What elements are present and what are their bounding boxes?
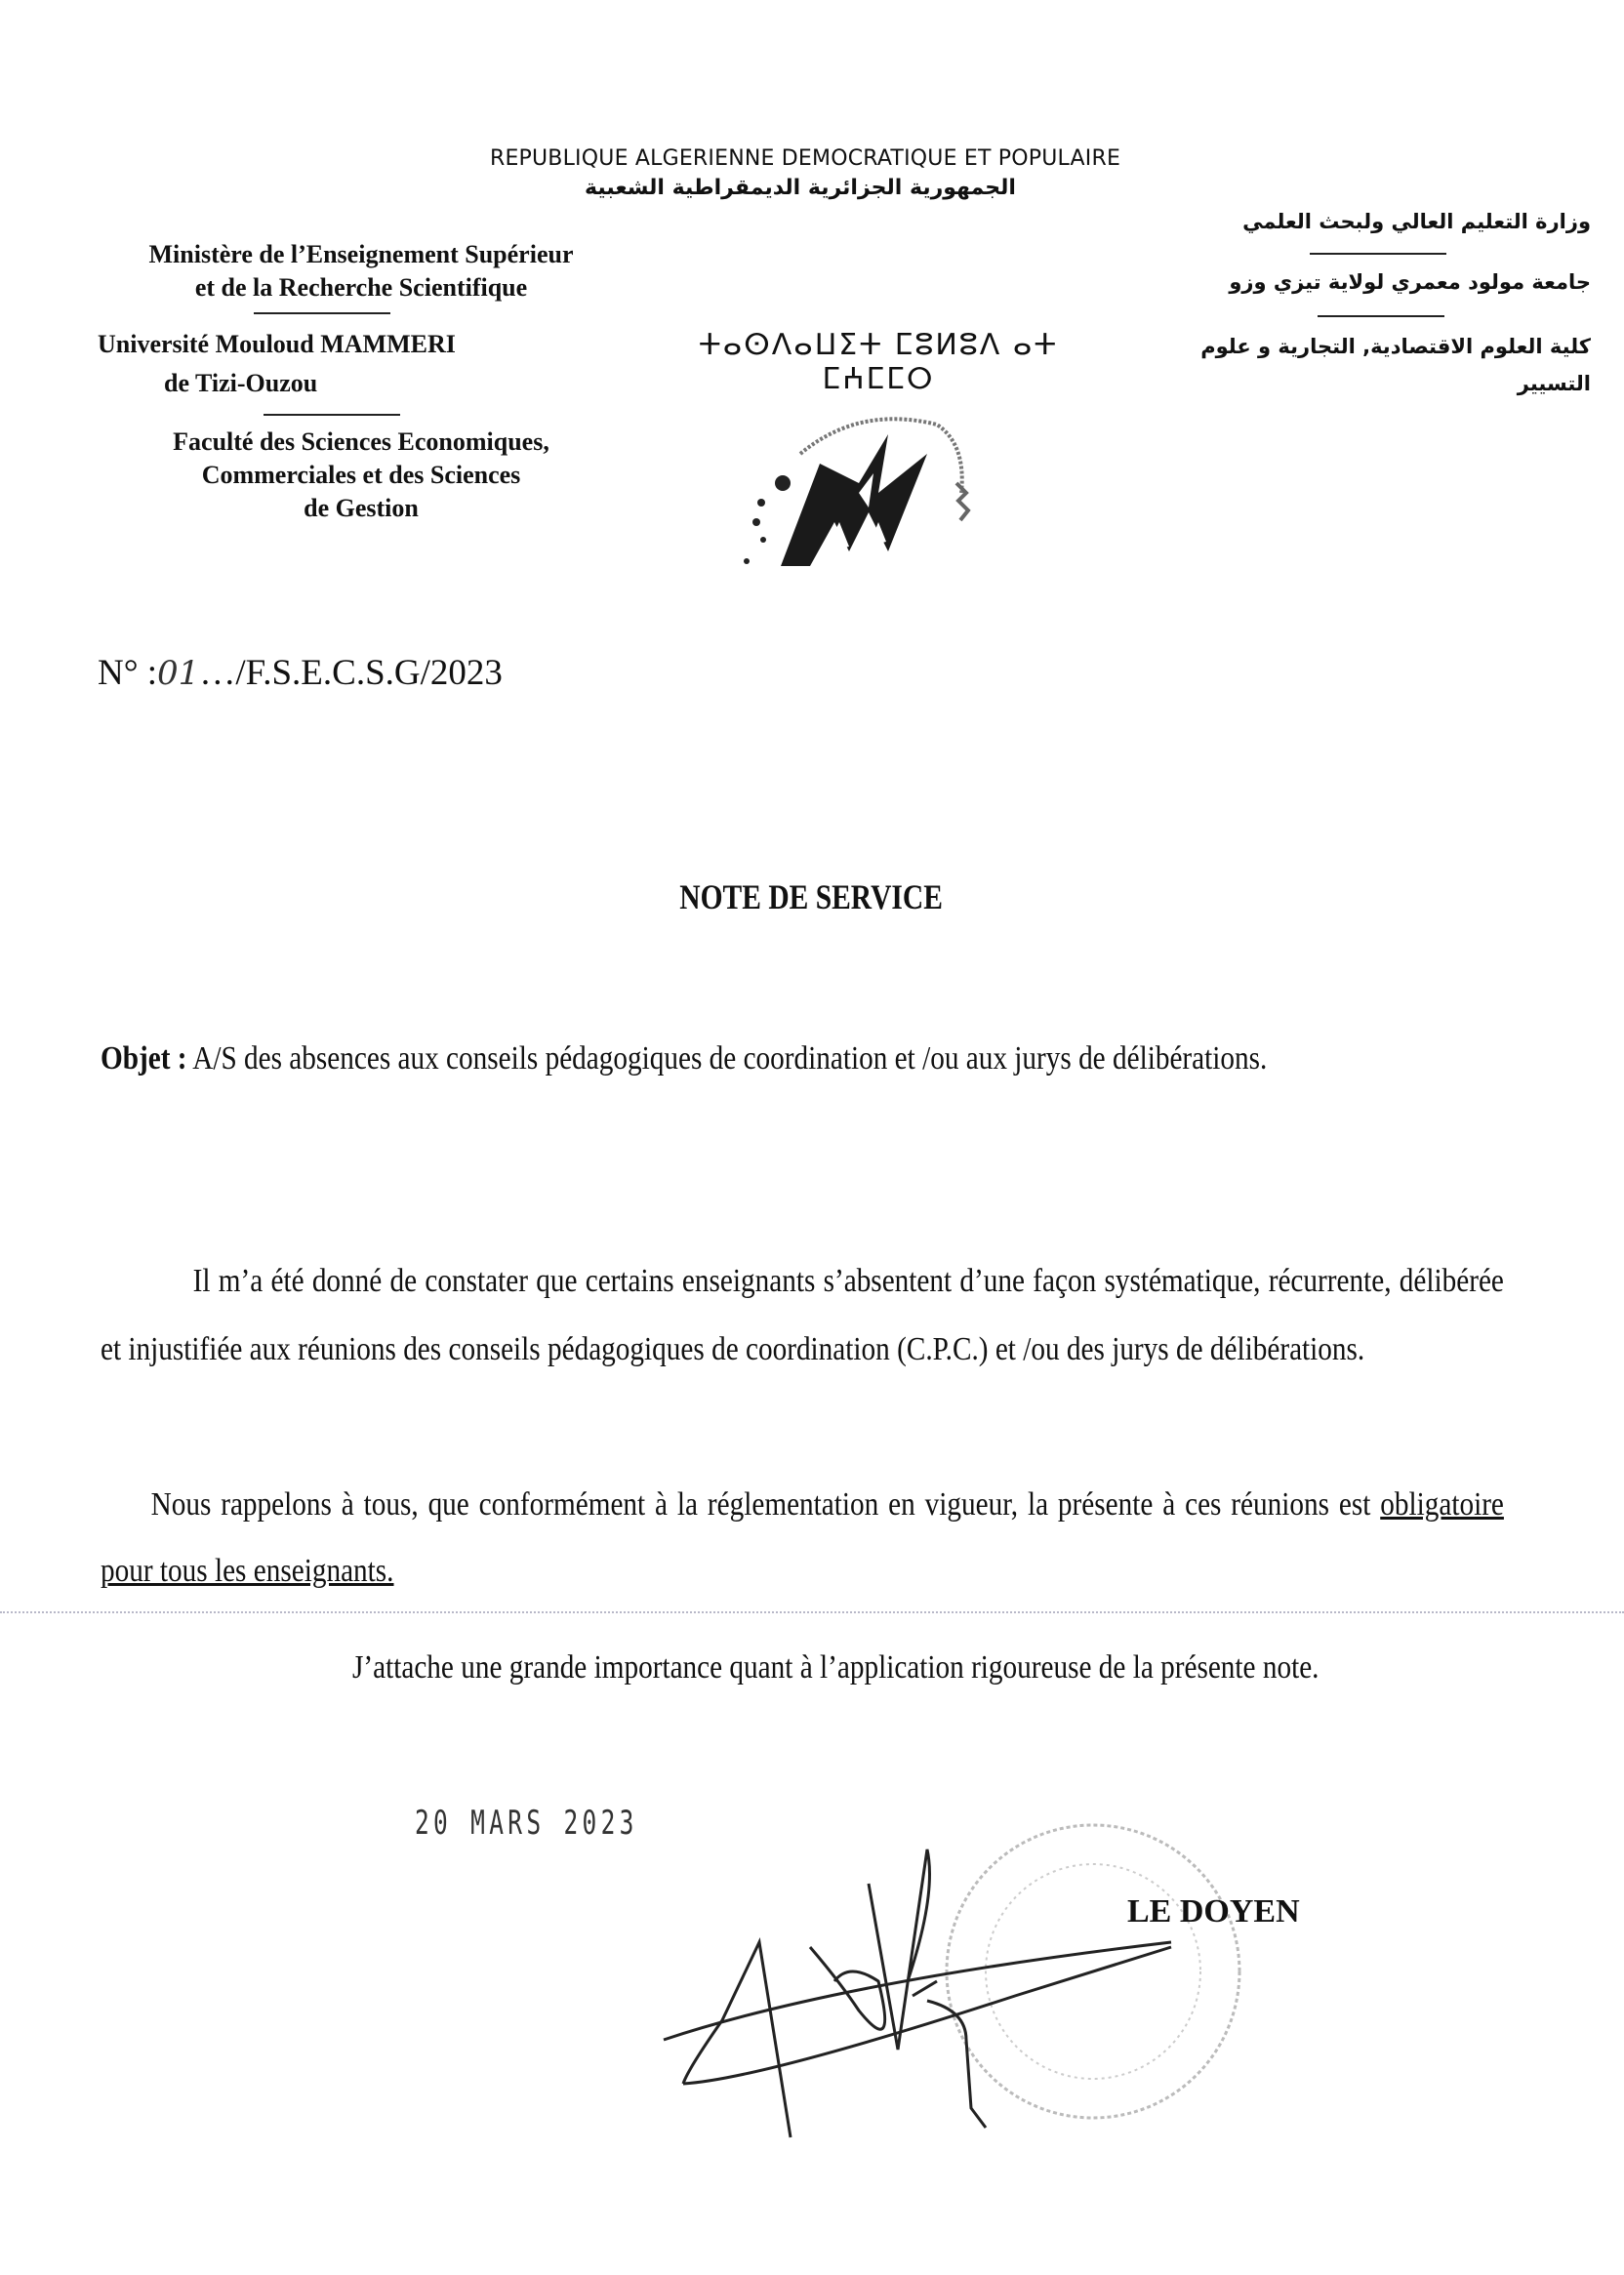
republic-header-fr: [0, 146, 1624, 171]
divider: [254, 312, 390, 314]
ministry-line-1: Ministère de l’Enseignement Supérieur: [148, 240, 574, 268]
reference-prefix: N° :: [98, 653, 158, 693]
university-line-1: Université Mouloud MAMMERI: [98, 330, 456, 358]
university-logo-icon: [742, 386, 976, 571]
tifinagh-university-name: ⵜⴰⵙⴷⴰⵡⵉⵜ ⵎⵓⵍⵓⴷ ⴰⵜ ⵎⵄⵎⵎⵔ: [698, 328, 1059, 396]
university-ar: جامعة مولود معمري لولاية تيزي وزو: [1229, 270, 1591, 294]
faculty-line-3: de Gestion: [304, 494, 419, 522]
faculty-line-1: Faculté des Sciences Economiques,: [173, 427, 549, 456]
paragraph-1-text: Il m’a été donné de constater que certains enseignants s’absentent d’une façon systématique, récurrente, délibérée et injustifiée aux réunions des conseils pédagogiques de coordination (C.P.C.) et /ou des jurys de délibérations.: [101, 1263, 1504, 1367]
paragraph-2-emphasis: obligatoire pour tous les enseignants.: [101, 1486, 1504, 1589]
divider: [1310, 253, 1446, 255]
paragraph-2: [101, 1472, 1504, 1605]
paragraph-3: [101, 1636, 1504, 1700]
paragraph-2-text: Nous rappelons à tous, que conformément à la réglementation en vigueur, la présente à ces réunions est: [150, 1486, 1381, 1523]
republic-title-fr: REPUBLIQUE ALGERIENNE DEMOCRATIQUE ET POPULAIRE: [489, 146, 1121, 171]
divider: [264, 414, 400, 416]
republic-header-ar: الجمهورية الجزائرية الديمقراطية الشعبية: [585, 176, 1016, 200]
institution-block-ar: [1171, 210, 1591, 395]
handwritten-reference-number: 01: [157, 654, 200, 693]
paragraph-1: [101, 1247, 1504, 1384]
scan-artifact-line: [0, 1611, 1624, 1613]
ministry-line-2: et de la Recherche Scientifique: [194, 273, 528, 302]
ministry-ar: وزارة التعليم العالي ولبحث العلمي: [1242, 210, 1591, 233]
faculty-line-2: Commerciales et des Sciences: [201, 461, 521, 489]
subject-text: A/S des absences aux conseils pédagogiques de coordination et /ou aux jurys de délibérations.: [192, 1040, 1268, 1077]
divider: [1318, 315, 1444, 317]
faculty-ar-line-2: التسيير: [1517, 372, 1591, 395]
document-title: NOTE DE SERVICE: [679, 877, 943, 916]
reference-suffix: …/F.S.E.C.S.G/2023: [199, 653, 503, 693]
subject-label: Objet :: [101, 1040, 187, 1077]
reference-number: [98, 652, 503, 694]
institution-block-fr: [98, 238, 625, 525]
date-stamp: 20 MARS 2023: [415, 1804, 638, 1843]
handwritten-signature-icon: [644, 1815, 1327, 2206]
faculty-ar-line-1: كلية العلوم الاقتصادية, التجارية و علوم: [1200, 335, 1591, 358]
university-line-2: de Tizi-Ouzou: [164, 369, 318, 397]
signatory-title: LE DOYEN: [1127, 1893, 1300, 1930]
subject-line: [101, 1035, 1511, 1083]
paragraph-3-text: J’attache une grande importance quant à l’application rigoureuse de la présente note.: [352, 1649, 1320, 1686]
